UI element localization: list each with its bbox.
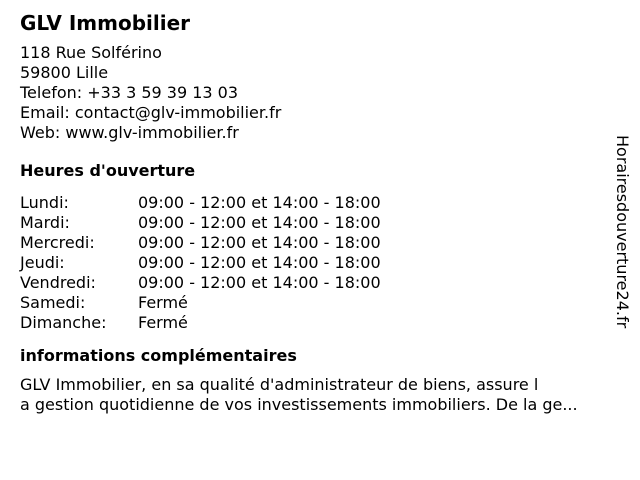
hours-time: 09:00 - 12:00 et 14:00 - 18:00 bbox=[138, 253, 381, 272]
hours-row-sunday bbox=[20, 313, 620, 333]
additional-info-text: GLV Immobilier, en sa qualité d'administrateur de biens, assure l a gestion quotidienne de vos investissements immobiliers. De la ge... bbox=[20, 375, 578, 414]
hours-time: Fermé bbox=[138, 313, 188, 332]
address-street: 118 Rue Solférino bbox=[20, 43, 162, 62]
hours-day: Lundi: bbox=[20, 193, 69, 212]
hours-day: Mardi: bbox=[20, 213, 70, 232]
hours-day: Samedi: bbox=[20, 293, 86, 312]
email-text: Email: contact@glv-immobilier.fr bbox=[20, 103, 282, 122]
hours-day: Vendredi: bbox=[20, 273, 96, 292]
address-city: 59800 Lille bbox=[20, 63, 109, 82]
opening-hours-heading: Heures d'ouverture bbox=[20, 161, 196, 180]
hours-time: 09:00 - 12:00 et 14:00 - 18:00 bbox=[138, 273, 381, 292]
hours-day: Jeudi: bbox=[20, 253, 65, 272]
hours-time: 09:00 - 12:00 et 14:00 - 18:00 bbox=[138, 193, 381, 212]
hours-row-tuesday bbox=[20, 213, 620, 233]
hours-day: Dimanche: bbox=[20, 313, 107, 332]
phone-text: Telefon: +33 3 59 39 13 03 bbox=[20, 83, 239, 102]
website-text: Web: www.glv-immobilier.fr bbox=[20, 123, 239, 142]
additional-info-heading: informations complémentaires bbox=[20, 346, 297, 365]
hours-time: Fermé bbox=[138, 293, 188, 312]
hours-time: 09:00 - 12:00 et 14:00 - 18:00 bbox=[138, 233, 381, 252]
hours-row-saturday bbox=[20, 293, 620, 313]
hours-row-monday bbox=[20, 193, 620, 213]
site-watermark: Horairesdouverture24.fr bbox=[613, 135, 632, 329]
business-name: GLV Immobilier bbox=[20, 11, 191, 35]
hours-row-friday bbox=[20, 273, 620, 293]
hours-row-thursday bbox=[20, 253, 620, 273]
hours-row-wednesday bbox=[20, 233, 620, 253]
hours-time: 09:00 - 12:00 et 14:00 - 18:00 bbox=[138, 213, 381, 232]
business-card bbox=[20, 10, 620, 415]
hours-day: Mercredi: bbox=[20, 233, 95, 252]
